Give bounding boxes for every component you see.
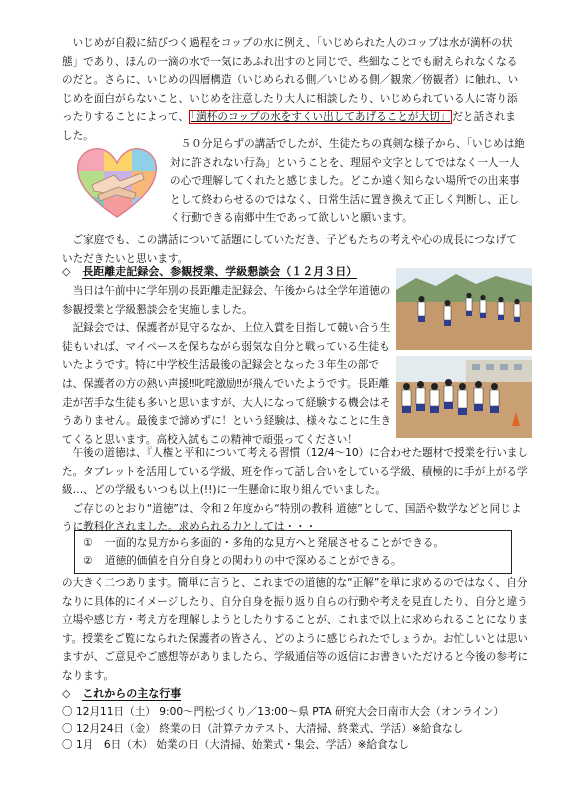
goal-text: 道徳的価値を自分自身との関わりの中で深めることができる。 bbox=[105, 555, 402, 567]
heading-bullet: ◇ bbox=[62, 687, 71, 700]
section1-para4: ご存じのとおり“道徳”は、令和２年度から“特別の教科 道徳”として、国語や数学などと同じように教科化されました。求められる力としては・・・ bbox=[62, 502, 522, 534]
event-text: 12月24日（金） 終業の日（計算テカテスト、大清掃、終業式、学活）※給食なし bbox=[75, 722, 464, 735]
heading-text: これからの主な行事 bbox=[82, 687, 182, 700]
home-request-paragraph: ご家庭でも、この講話について話題にしていただき、子どもたちの考えや心の成長につなげていただきたいと思います。 bbox=[62, 234, 517, 265]
running-photo-2 bbox=[396, 356, 532, 438]
section1-para2: 記録会では、保護者が見守るなか、上位入賞を目指して競い合う生徒もいれば、マイペースを保ちながら弱気な自分と戦っている生徒もいたようです。特に中学校生活最後の記録会となった３年生の部では、保護者の方の熱い声援‼叱咤激励‼が飛んでいたようです。長距離走が苦手な生徒も多いと思いますが、大人になって経験する機会はそうありません。最後まで諦めずに！という経験は、様々なことに生きてくると思います。高校入試もこの精神で頑張ってください！ bbox=[62, 322, 392, 446]
goal-text: 一面的な見方から多面的・多角的な見方へと発展させることができる。 bbox=[105, 537, 444, 549]
goal-item bbox=[83, 552, 503, 570]
section1-para3: 午後の道徳は、『人権と平和について考える習慣（12/4～10）に合わせた題材で授業を行いました。タブレットを活用している学級、班を作って話し合いをしている学級、積極的に手が上がる学級…、どの学級もいつも以上(!!)に一生懸命に取り組んでいました。 bbox=[62, 447, 529, 497]
running-photo-1 bbox=[396, 268, 532, 350]
heading-text: 長距離走記録会、参観授業、学級懇談会（１２月３日） bbox=[82, 265, 358, 278]
event-mark: 〇 bbox=[62, 722, 73, 735]
reflection-paragraph: ５０分足らずの講話でしたが、生徒たちの真剣な様子から、「いじめは絶対に許されない行為」ということを、理屈や文字としてではなく一人一人の心で理解してくれたと感じました。どこか遠く知らない場所での出来事として終わらせるのではなく、日常生活に置き換えて正しく判断し、正しく行動できる南郷中生であって欲しいと願います。 bbox=[170, 138, 525, 225]
section1-body-c bbox=[62, 574, 532, 686]
event-item bbox=[62, 721, 532, 738]
goal-number: ① bbox=[83, 537, 93, 549]
intro-text-b: だと話されました。 bbox=[62, 111, 516, 142]
event-mark: 〇 bbox=[62, 706, 73, 718]
event-item bbox=[62, 737, 532, 754]
section1-body bbox=[62, 282, 392, 449]
goal-item bbox=[83, 534, 503, 552]
goal-number: ② bbox=[83, 555, 93, 567]
event-text: 1月 6日（木） 始業の日（大清掃、始業式・集会、学活）※給食なし bbox=[75, 739, 409, 751]
event-text: 12月11日（土） 9:00～門松づくり／13:00～県 PTA 研究大会日南市大会（オンライン） bbox=[75, 706, 505, 718]
heading-bullet: ◇ bbox=[62, 265, 71, 278]
event-mark: 〇 bbox=[62, 739, 73, 751]
event-item bbox=[62, 704, 532, 721]
highlight-quote: 「満杯のコップの水をすくい出してあげることが大切」 bbox=[190, 111, 451, 124]
events-list bbox=[62, 704, 532, 754]
heart-hands-illustration bbox=[74, 145, 160, 221]
section1-para1: 当日は午前中に学年別の長距離走記録会、午後からは全学年道徳の参観授業と学級懇談会を実施しました。 bbox=[62, 285, 391, 316]
section1-body-b bbox=[62, 444, 532, 537]
intro-paragraph bbox=[62, 34, 526, 146]
intro-text-a: いじめが自殺に結びつく過程をコップの水に例え、「いじめられた人のコップは水が満杯の状態」であり、ほんの一滴の水で一気にあふれ出すのと同じで、些細なことでも耐えられなくなるのだと。さらに、いじめの四層構造（いじめられる側／いじめる側／観衆／傍観者）に触れ、いじめを面白がらないこと、いじめを注意したり大人に相談したり、いじめられている人に寄り添ったりすることによって、 bbox=[62, 37, 519, 124]
section1-para5: の大きく二つあります。簡単に言うと、これまでの道徳的な“正解”を単に求めるのではなく、自分なりに具体的にイメージしたり、自分自身を振り返り自らの行動や考えを見直したり、自分と違う立場や感じ方・考え方を理解しようとしたりすることが、これまで以上に求められることになります。授業をご覧になられた保護者の皆さん、どのように感じられたでしょうか。お忙しいとは思いますが、ご意見やご感想等がありましたら、学級通信等の返信にお書きいただけると今後の参考になります。 bbox=[62, 577, 529, 682]
section-heading-events-dec3 bbox=[62, 264, 357, 280]
section-heading-upcoming-events bbox=[62, 686, 181, 702]
moral-education-goals-box bbox=[74, 530, 512, 574]
